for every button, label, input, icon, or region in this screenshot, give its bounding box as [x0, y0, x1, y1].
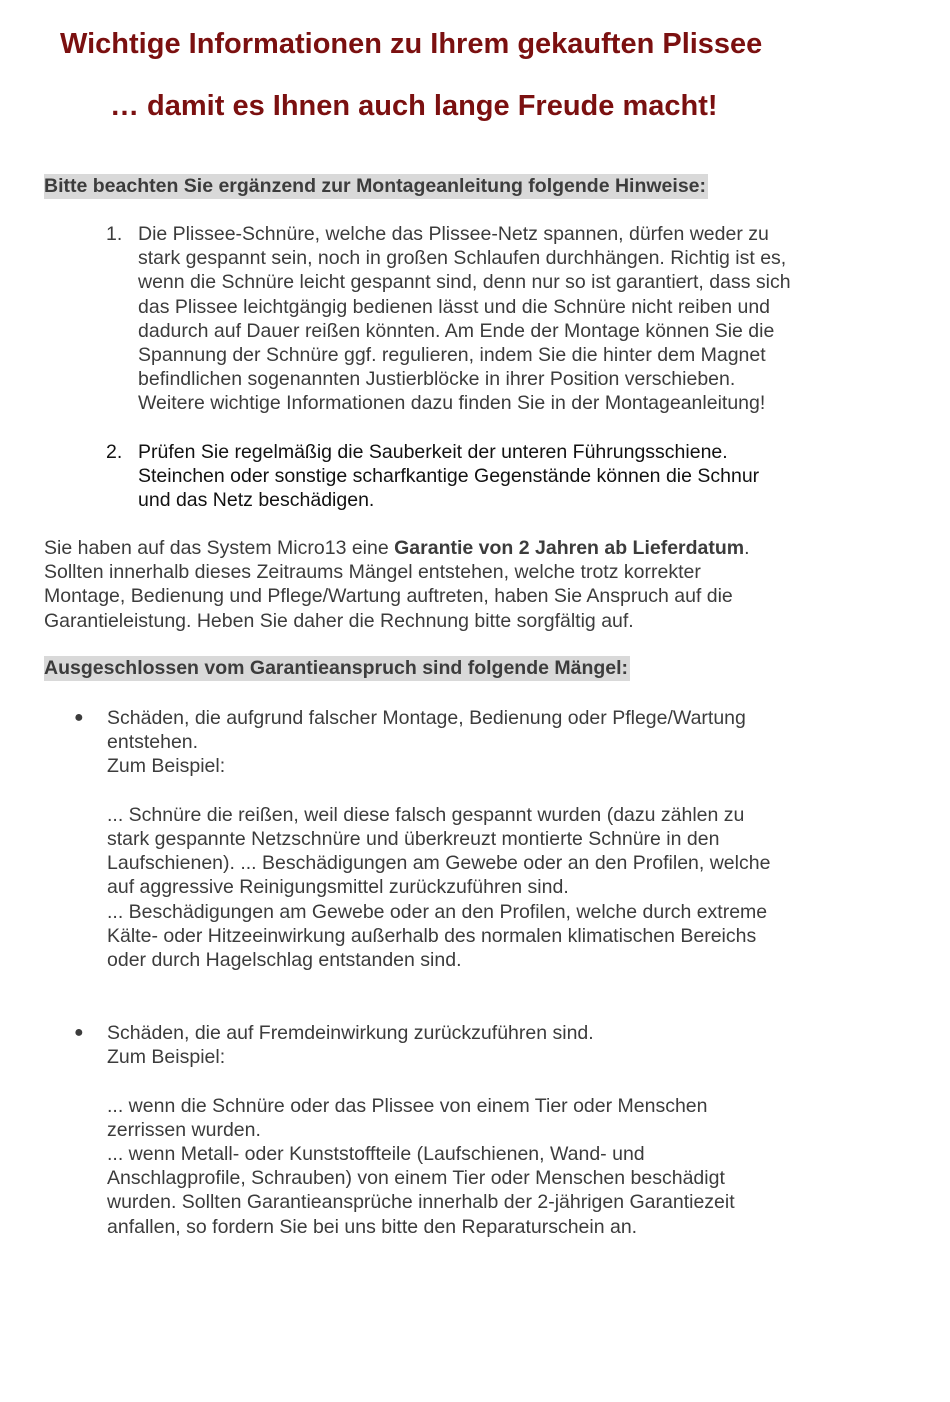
text-line: Schäden, die aufgrund falscher Montage, Bedienung oder Pflege/Wartung [107, 707, 746, 729]
text-line: Zum Beispiel: [107, 1046, 226, 1069]
bullet-text [107, 706, 847, 972]
item-number: 2. [106, 441, 123, 463]
text-line: ... wenn die Schnüre oder das Plissee von einem Tier oder Menschen [107, 1094, 708, 1117]
text-line: oder durch Hagelschlag entstanden sind. [107, 949, 462, 972]
text-line: Sollten innerhalb dieses Zeitraums Mängel entstehen, welche trotz korrekter [44, 561, 701, 584]
text-line: ... Beschädigungen am Gewebe oder an den Profilen, welche durch extreme [107, 900, 768, 923]
text-line: das Plissee leichtgängig bedienen lässt und die Schnüre nicht reiben und [138, 295, 771, 318]
text-line: stark gespannte Netzschnüre und überkreuzt montierte Schnüre in den [107, 828, 720, 850]
item-number: 1. [106, 223, 123, 245]
text-line: Anschlagprofile, Schrauben) von einem Tier oder Menschen beschädigt [107, 1167, 725, 1190]
text-line [44, 536, 824, 560]
text-line: stark gespannt sein, noch in großen Schlaufen durchhängen. Richtig ist es, [138, 247, 787, 270]
text-line: Prüfen Sie regelmäßig die Sauberkeit der unteren Führungsschiene. [138, 441, 728, 463]
text-line: dadurch auf Dauer reißen könnten. Am Ende der Montage können Sie die [138, 319, 775, 342]
text-line: entstehen. [107, 731, 199, 754]
page-title: Wichtige Informationen zu Ihrem gekauften Plissee [60, 28, 763, 60]
warranty-paragraph [44, 536, 824, 633]
text-line: befindlichen sogenannten Justierblöcke in ihrer Position verschieben. [138, 368, 736, 391]
section-heading-exclusions: Ausgeschlossen vom Garantieanspruch sind folgende Mängel: [44, 657, 629, 679]
text-line: zerrissen wurden. [107, 1118, 261, 1141]
spacer [107, 1069, 847, 1093]
text-line: Steinchen oder sonstige scharfkantige Gegenstände können die Schnur [138, 465, 760, 488]
item-text [138, 222, 858, 416]
section-heading-notes: Bitte beachten Sie ergänzend zur Montageanleitung folgende Hinweise: [44, 175, 707, 197]
warranty-intro-end: . [744, 537, 750, 559]
text-line: Laufschienen). ... Beschädigungen am Gewebe oder an den Profilen, welche [107, 852, 771, 875]
text-line: Zum Beispiel: [107, 755, 226, 778]
text-line: Weitere wichtige Informationen dazu finden Sie in der Montageanleitung! [138, 392, 766, 415]
warranty-intro: Sie haben auf das System Micro13 eine [44, 537, 395, 559]
warranty-period: Garantie von 2 Jahren ab Lieferdatum [394, 537, 745, 559]
text-line: Garantieleistung. Heben Sie daher die Rechnung bitte sorgfältig auf. [44, 609, 634, 632]
bullet-text [107, 1021, 847, 1239]
text-line: auf aggressive Reinigungsmittel zurückzuführen sind. [107, 876, 569, 899]
bullet-icon: ● [74, 1024, 84, 1041]
text-line: Kälte- oder Hitzeeinwirkung außerhalb des normalen klimatischen Bereichs [107, 924, 757, 947]
text-line: wurden. Sollten Garantieansprüche innerhalb der 2-jährigen Garantiezeit [107, 1191, 735, 1214]
text-line: Schäden, die auf Fremdeinwirkung zurückzuführen sind. [107, 1022, 594, 1044]
text-line: wenn die Schnüre leicht gespannt sind, denn nur so ist garantiert, dass sich [138, 271, 791, 294]
text-line: und das Netz beschädigen. [138, 489, 375, 512]
bullet-icon: ● [74, 709, 84, 726]
text-line: Montage, Bedienung und Pflege/Wartung auftreten, haben Sie Anspruch auf die [44, 585, 733, 608]
text-line: anfallen, so fordern Sie bei uns bitte den Reparaturschein an. [107, 1215, 638, 1238]
text-line: Spannung der Schnüre ggf. regulieren, indem Sie die hinter dem Magnet [138, 344, 766, 367]
item-text [138, 440, 858, 513]
text-line: ... wenn Metall- oder Kunststoffteile (Laufschienen, Wand- und [107, 1143, 645, 1165]
text-line: Die Plissee-Schnüre, welche das Plissee-Netz spannen, dürfen weder zu [138, 223, 769, 245]
spacer [107, 779, 847, 803]
text-line: ... Schnüre die reißen, weil diese falsch gespannt wurden (dazu zählen zu [107, 803, 745, 826]
page-subtitle: … damit es Ihnen auch lange Freude macht! [110, 90, 718, 122]
